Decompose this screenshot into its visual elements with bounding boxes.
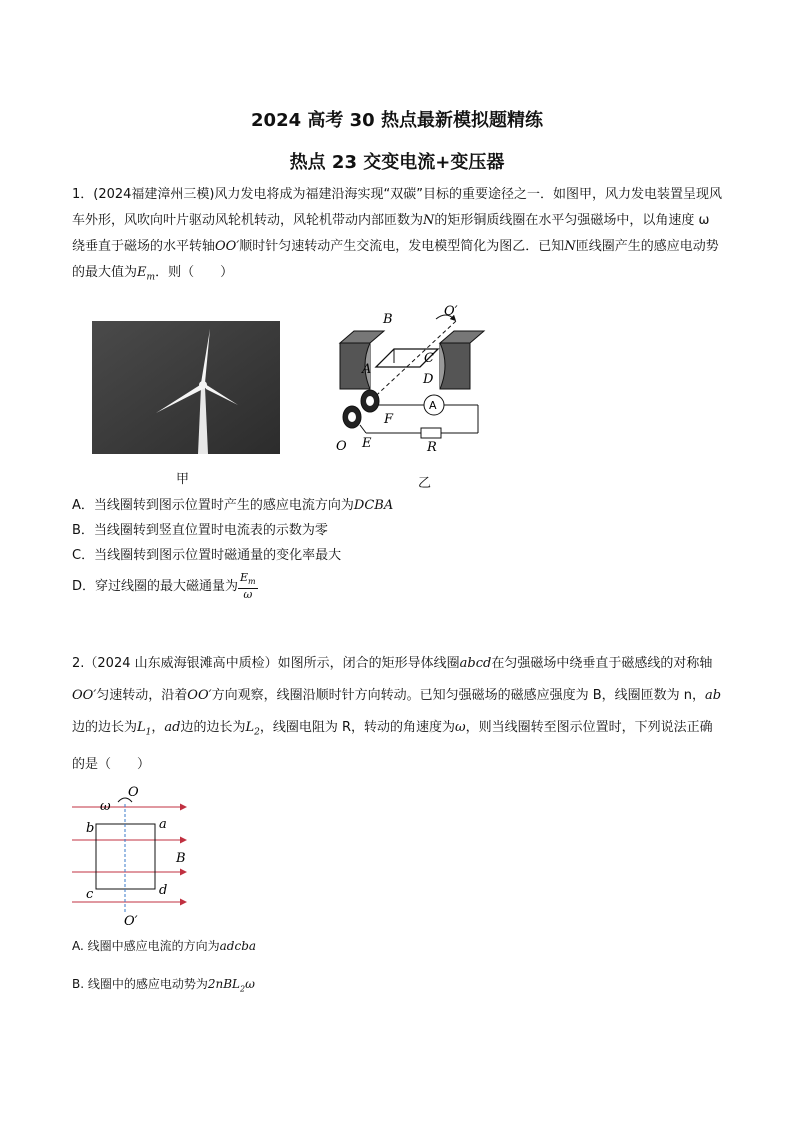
wind-turbine-photo (92, 321, 280, 454)
generator-diagram (326, 305, 496, 460)
fraction-em-over-omega: $\frac{E_m}{\omega}$ (240, 571, 256, 602)
q2-source: （2024 山东威海银滩高中质检） (84, 656, 278, 671)
label-a: A (362, 362, 372, 377)
label-c-corner: c (86, 887, 94, 902)
caption-figure-b: 乙 (418, 476, 432, 491)
label-o-prime: O′ (444, 304, 458, 319)
q1-option-c[interactable]: C．当线圈转到图示位置时磁通量的变化率最大 (72, 548, 342, 563)
label-d: D (423, 372, 434, 387)
q1-option-d[interactable]: D．穿过线圈的最大磁通量为 $\frac{E_m}{\omega}$ (72, 571, 256, 602)
page-subtitle: 热点 23 交变电流+变压器 (289, 152, 505, 173)
label-e: E (362, 436, 372, 451)
q1-var-n: N (423, 213, 435, 228)
q2-option-b[interactable]: B. 线圈中的感应电动势为2nBL$_2$ω (72, 977, 255, 994)
q2-stem: 2.（2024 山东威海银滩高中质检）如图所示，闭合的矩形导体线圈abcd在匀强磁场中绕垂直于磁感线的对称轴OO′匀速转动，沿着OO′方向观察，线圈沿顺时针方向转动。已知匀强磁场的磁感应强度为 B，线圈匝数为 n，ab边的边长为$L_1$，ad边的边长为$L_2$，线圈电阻为 R，转动的角速度为ω，则当线圈转至图示位置时，下列说法正确的是（ ） (72, 656, 722, 772)
q1-axis: OO′ (215, 239, 240, 254)
label-omega: ω (100, 799, 111, 814)
label-field-b: B (176, 851, 186, 866)
q2-number: 2. (72, 656, 85, 671)
label-r: R (427, 440, 437, 455)
wind-turbine-icon (92, 321, 280, 454)
q1-emf: $E_m$ (137, 265, 156, 283)
q2-option-a[interactable]: A. 线圈中感应电流的方向为adcba (72, 939, 257, 953)
q1-option-b[interactable]: B．当线圈转到竖直位置时电流表的示数为零 (72, 523, 328, 538)
q1-option-a[interactable]: A．当线圈转到图示位置时产生的感应电流方向为DCBA (72, 498, 394, 513)
q1-stem: 1．(2024福建漳州三模)风力发电将成为福建沿海实现“双碳”目标的重要途径之一．如图甲，风力发电装置呈现风车外形，风吹向叶片驱动风轮机转动，风轮机带动内部匝数为N的矩形铜质线圈在水平匀强磁场中，以角速度 ω 绕垂直于磁场的水平转轴OO′顺时针匀速转动产生交流电，发电模型简化为图乙．已知N匝线圈产生的感应电动势的最大值为$E_m$．则（ ） (72, 187, 722, 283)
q1-source: (2024福建漳州三模) (93, 187, 215, 202)
label-c: C (424, 351, 434, 366)
caption-figure-a: 甲 (176, 472, 190, 487)
coil-in-field-diagram (72, 782, 202, 927)
q1-number: 1． (72, 187, 94, 202)
label-f: F (384, 412, 394, 427)
label-b-corner: b (86, 821, 95, 836)
ammeter-label: A (429, 399, 437, 412)
label-o-bottom: O′ (124, 914, 138, 929)
label-b: B (383, 312, 393, 327)
label-a-corner: a (159, 817, 167, 832)
page-title: 2024 高考 30 热点最新模拟题精练 (251, 110, 543, 131)
label-d-corner: d (159, 883, 168, 898)
label-o: O (336, 439, 347, 454)
label-o-top: O (128, 785, 139, 800)
